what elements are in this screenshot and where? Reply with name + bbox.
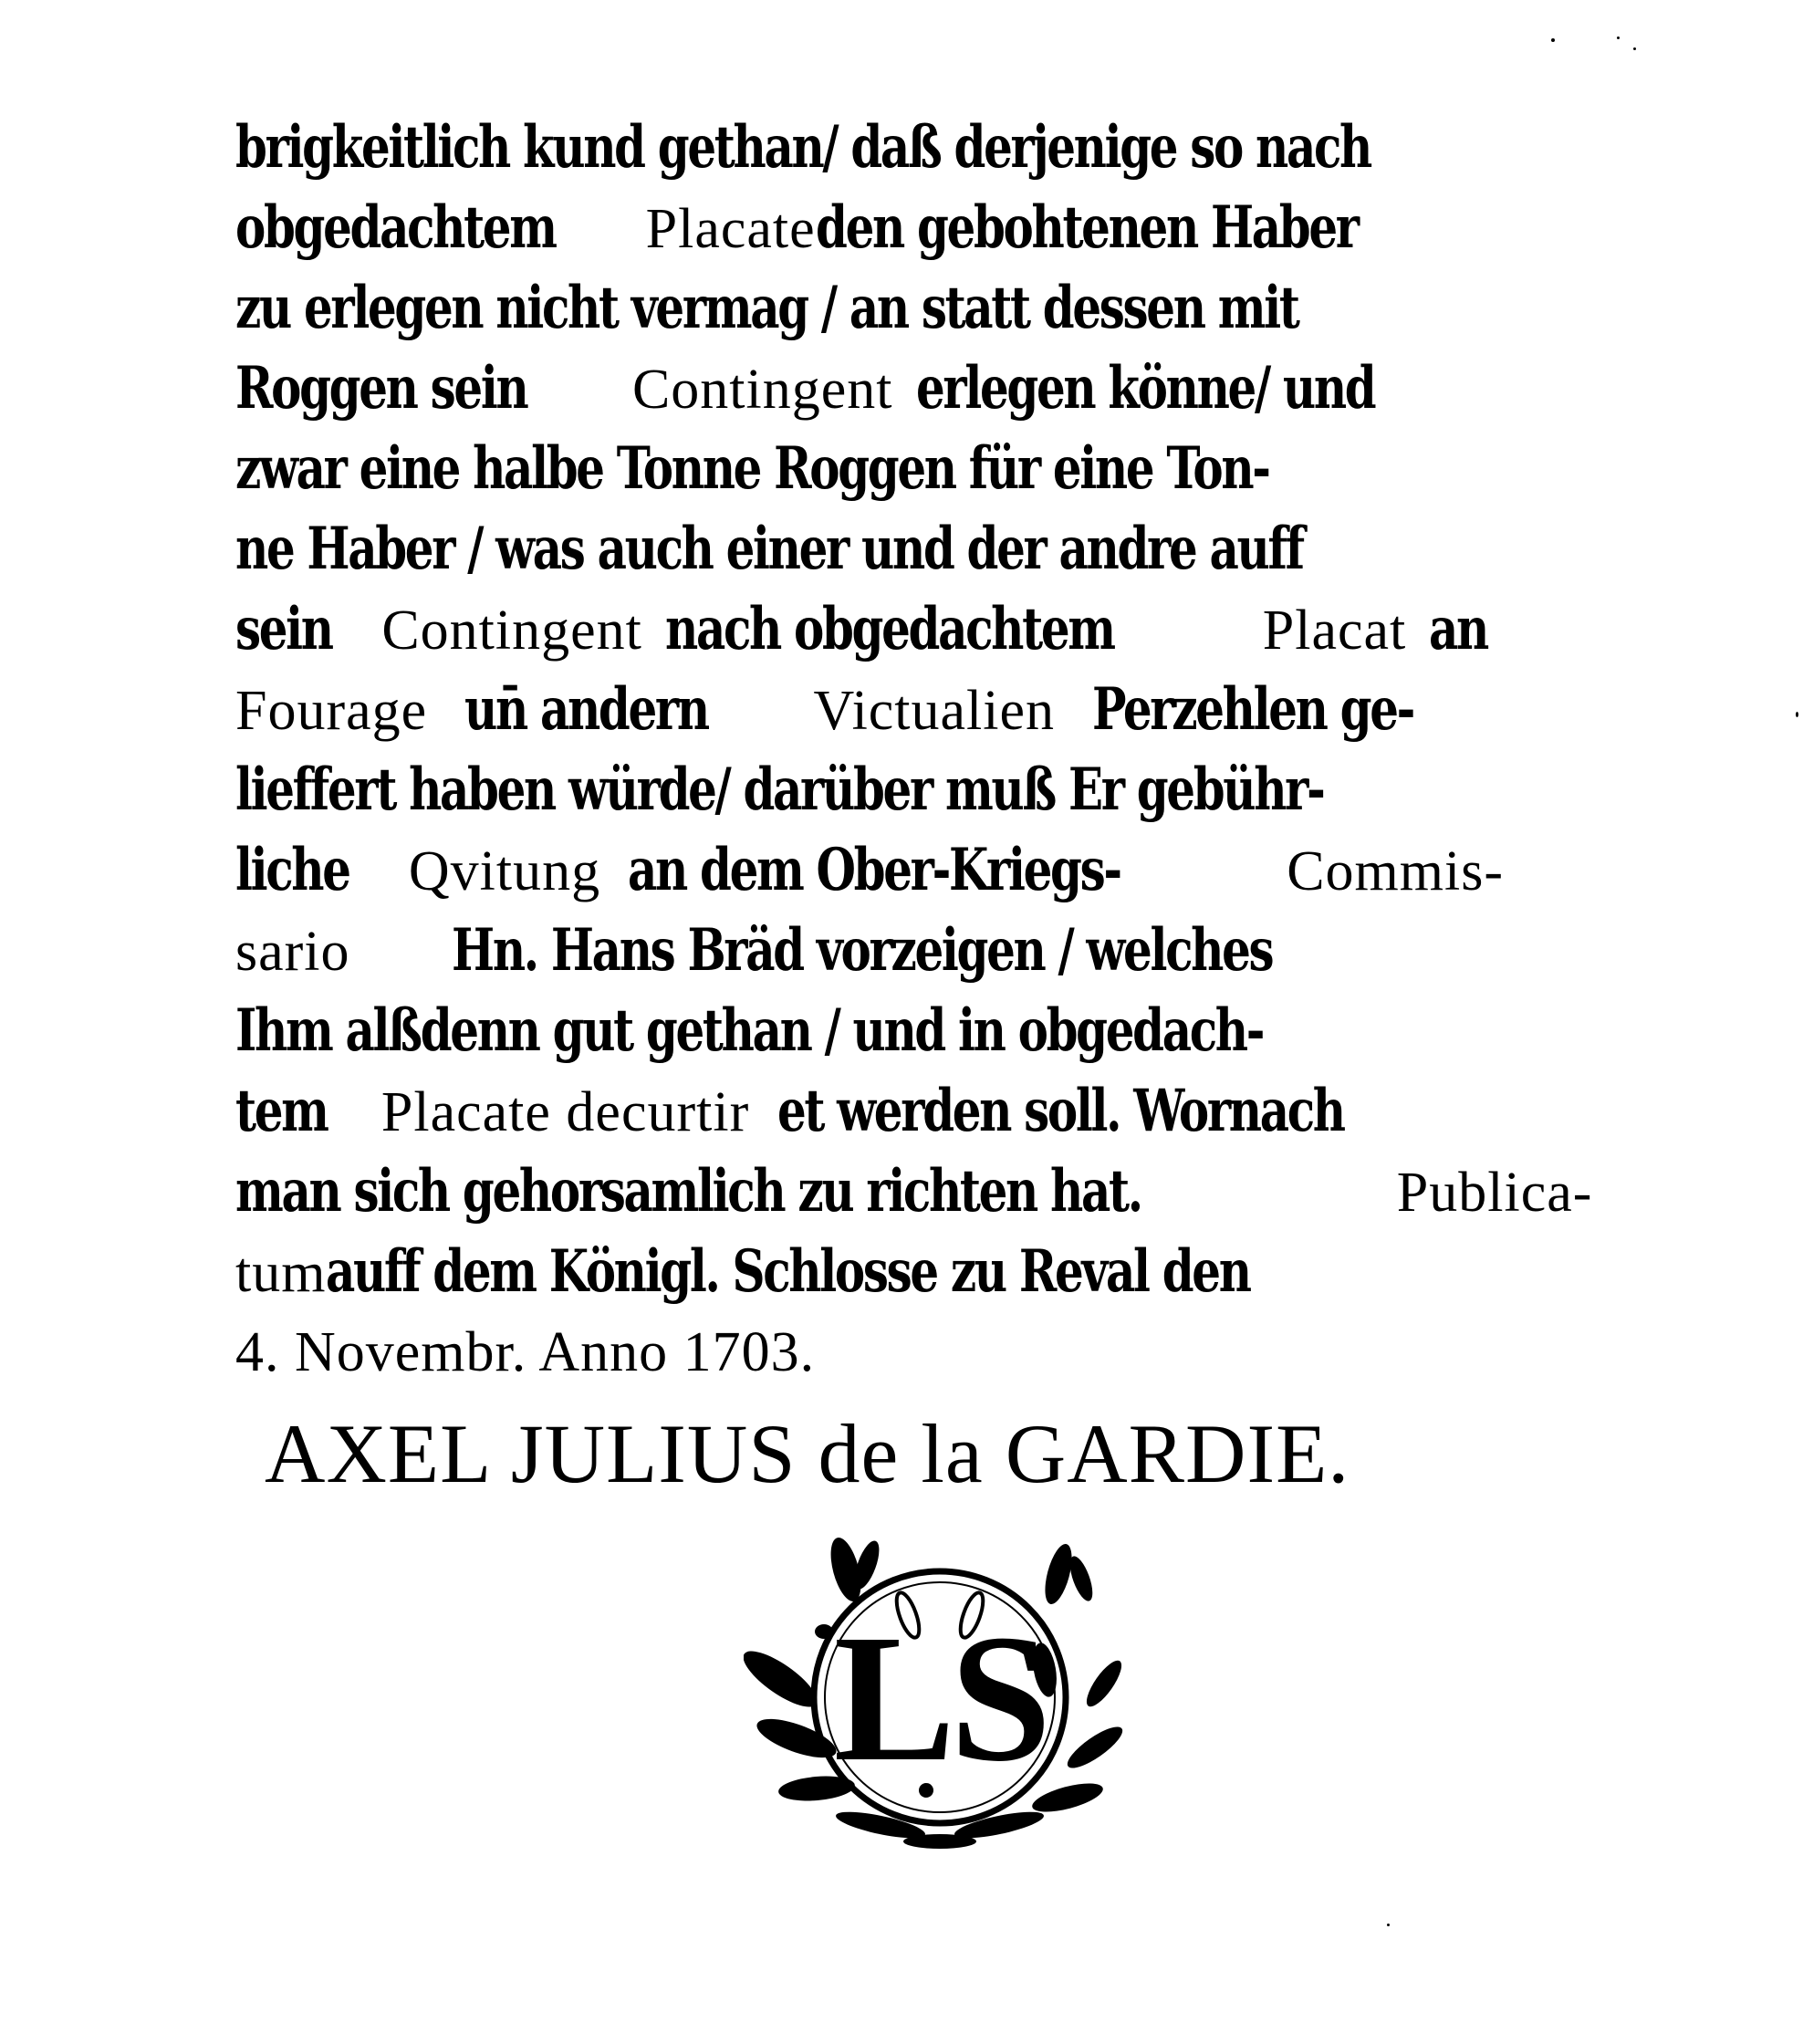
proclamation-text — [235, 108, 1593, 1392]
blackletter-text: un̄ andern — [464, 675, 708, 744]
roman-text: 4. Novembr. Anno 1703. — [235, 1321, 816, 1383]
blackletter-text: lieffert haben würde/ darüber muß Er gebühr- — [235, 756, 1324, 824]
signature: AXEL JULIUS de la GARDIE. — [265, 1407, 1350, 1500]
text-line — [235, 1232, 1504, 1312]
roman-text: Contingent — [631, 359, 893, 421]
roman-text: sario — [235, 921, 350, 983]
blackletter-text: tem — [235, 1077, 328, 1145]
text-line — [235, 1152, 1593, 1232]
roman-text: Qvitung — [408, 840, 601, 902]
text-line — [235, 268, 1504, 349]
text-line — [235, 830, 1504, 911]
blackletter-text: brigkeitlich kund gethan/ daß derjenige so nach — [235, 113, 1370, 182]
roman-text: Publica- — [1396, 1162, 1593, 1224]
text-line — [235, 188, 1504, 268]
blackletter-text: Hn. Hans Bräd vorzeigen / welches — [452, 916, 1273, 985]
blackletter-text: Roggen sein — [235, 354, 527, 422]
text-line — [235, 1071, 1504, 1152]
blackletter-text: zu erlegen nicht vermag / an statt dessen mit — [235, 274, 1298, 342]
blackletter-text: man sich gehorsamlich zu richten hat. — [235, 1157, 1141, 1225]
scan-speck — [1796, 712, 1798, 717]
blackletter-text: sein — [235, 595, 332, 663]
blackletter-text: an dem Ober-Kriegs- — [628, 836, 1120, 904]
blackletter-text: an — [1429, 595, 1487, 663]
scan-speck — [1387, 1924, 1390, 1926]
blackletter-text: ne Haber / was auch einer und der andre auff — [235, 515, 1303, 583]
blackletter-text: nach obgedachtem — [664, 595, 1114, 663]
blackletter-text: Ihm alßdenn gut gethan / und in obgedach- — [235, 996, 1264, 1065]
text-line — [235, 429, 1504, 509]
text-line — [235, 750, 1504, 830]
text-line — [235, 589, 1504, 670]
text-line — [235, 349, 1504, 429]
laurel-wreath-seal-icon — [744, 1524, 1136, 1871]
scan-speck — [1633, 47, 1636, 50]
seal-monogram: LS — [833, 1598, 1047, 1799]
roman-text: Placate — [645, 198, 816, 260]
roman-text: Placat — [1262, 600, 1407, 662]
blackletter-text: auff dem Königl. Schlosse zu Reval den — [326, 1237, 1251, 1306]
blackletter-text: et werden soll. Wornach — [777, 1077, 1344, 1145]
scan-speck — [1617, 36, 1620, 39]
blackletter-text: obgedachtem — [235, 193, 556, 262]
text-line — [235, 1312, 1504, 1392]
text-line — [235, 991, 1504, 1071]
text-line — [235, 670, 1504, 750]
roman-text: tum — [235, 1242, 327, 1304]
blackletter-text: den gebohtenen Haber — [815, 193, 1358, 262]
roman-text: Contingent — [381, 600, 642, 662]
blackletter-text: liche — [235, 836, 349, 904]
scan-speck — [1551, 38, 1555, 42]
blackletter-text: zwar eine halbe Tonne Roggen für eine Ton- — [235, 434, 1269, 503]
text-line — [235, 509, 1504, 589]
text-line — [235, 108, 1504, 188]
blackletter-text: Perzehlen ge- — [1091, 675, 1413, 744]
roman-text: Placate decurtir — [380, 1081, 750, 1143]
text-line — [235, 911, 1504, 991]
roman-text: Fourage — [235, 680, 428, 742]
roman-text: Victualien — [813, 680, 1056, 742]
blackletter-text: erlegen könne/ und — [915, 354, 1375, 422]
roman-text: Commis- — [1287, 840, 1504, 902]
